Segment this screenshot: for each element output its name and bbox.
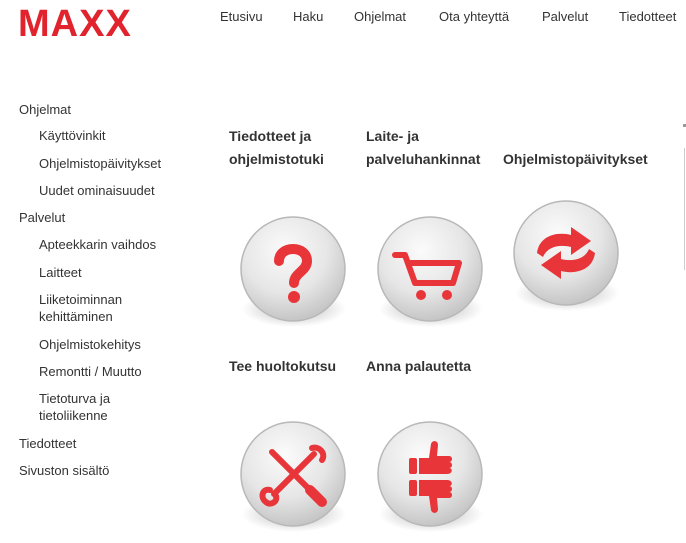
tile-button-ohjelmistopaivitykset[interactable]: [507, 197, 625, 315]
side-nav-liiketoiminnan-kehittaminen[interactable]: Liiketoiminnan kehittäminen: [39, 292, 123, 324]
right-edge-divider: [684, 148, 685, 270]
side-nav-sivuston-sisalto[interactable]: Sivuston sisältö: [19, 463, 110, 478]
tile-title-huoltokutsu[interactable]: [229, 355, 336, 378]
top-nav-ohjelmat[interactable]: Ohjelmat: [354, 9, 407, 24]
tile-title-tiedotteet[interactable]: [229, 125, 324, 171]
tile-title-line: Laite- ja: [366, 128, 419, 144]
side-nav-ohjelmistopaivitykset[interactable]: Ohjelmistopäivitykset: [39, 156, 162, 171]
side-nav-apteekkarin-vaihdos[interactable]: Apteekkarin vaihdos: [39, 237, 157, 252]
tile-title-line: Anna palautetta: [366, 358, 472, 374]
side-nav-remontti-muutto[interactable]: Remontti / Muutto: [39, 364, 142, 379]
tile-button-tiedotteet[interactable]: [234, 213, 352, 331]
tile-button-palaute[interactable]: [371, 418, 489, 536]
tile-button-huoltokutsu[interactable]: [234, 418, 352, 536]
top-nav-etusivu[interactable]: Etusivu: [220, 9, 263, 24]
tile-title-line: Tiedotteet ja: [229, 128, 312, 144]
tile-title-ohjelmistopaivitykset[interactable]: [503, 148, 648, 171]
tile-button-laite[interactable]: [371, 213, 489, 331]
top-nav-palvelut[interactable]: Palvelut: [542, 9, 589, 24]
tile-title-line: Ohjelmistopäivitykset: [503, 151, 648, 167]
side-nav-ohjelmat[interactable]: Ohjelmat: [19, 102, 72, 117]
maxx-logo[interactable]: MAXX: [18, 3, 132, 45]
tile-title-line: Tee huoltokutsu: [229, 358, 337, 374]
tile-title-line: palveluhankinnat: [366, 151, 481, 167]
side-nav-kayttovinkit[interactable]: Käyttövinkit: [39, 128, 106, 143]
side-nav-uudet-ominaisuudet[interactable]: Uudet ominaisuudet: [39, 183, 155, 198]
side-nav-tietoturva[interactable]: Tietoturva ja tietoliikenne: [39, 391, 111, 423]
side-nav-palvelut[interactable]: Palvelut: [19, 210, 66, 225]
top-nav-ota-yhteytta[interactable]: Ota yhteyttä: [439, 9, 510, 24]
side-nav-ohjelmistokehitys[interactable]: Ohjelmistokehitys: [39, 337, 141, 352]
side-nav-laitteet[interactable]: Laitteet: [39, 265, 82, 280]
tile-title-palaute[interactable]: [366, 355, 471, 378]
top-nav-haku[interactable]: Haku: [293, 9, 324, 24]
tile-title-line: ohjelmistotuki: [229, 151, 324, 167]
tile-title-laite[interactable]: [366, 125, 480, 171]
top-nav-tiedotteet[interactable]: Tiedotteet: [619, 9, 677, 24]
side-nav-tiedotteet[interactable]: Tiedotteet: [19, 436, 77, 451]
